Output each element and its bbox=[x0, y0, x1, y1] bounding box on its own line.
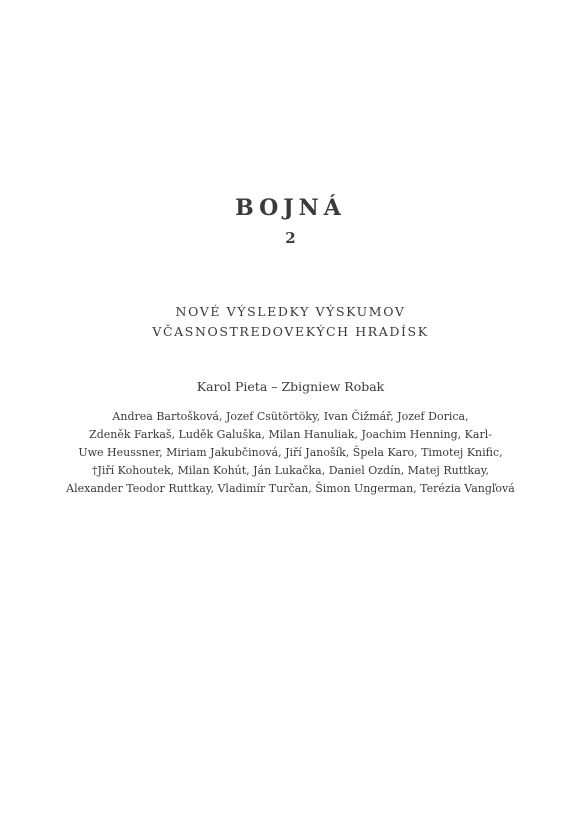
subtitle-line-2: VČASNOSTREDOVEKÝCH HRADÍSK bbox=[152, 324, 429, 339]
contributors-list bbox=[0, 408, 581, 498]
book-title: BOJNÁ bbox=[235, 195, 346, 221]
contributors-line: Alexander Teodor Ruttkay, Vladimír Turčan, Šimon Ungerman, Terézia Vangľová bbox=[66, 482, 515, 495]
volume-number: 2 bbox=[285, 229, 296, 247]
editors: Karol Pieta – Zbigniew Robak bbox=[196, 379, 385, 394]
book-subtitle bbox=[0, 302, 581, 342]
subtitle-line-1: NOVÉ VÝSLEDKY VÝSKUMOV bbox=[175, 304, 406, 319]
contributors-line: †Jiří Kohoutek, Milan Kohút, Ján Lukačka, Daniel Ozdín, Matej Ruttkay, bbox=[91, 464, 490, 477]
contributors-line: Uwe Heussner, Miriam Jakubčinová, Jiří Janošík, Špela Karo, Timotej Knific, bbox=[78, 446, 503, 459]
contributors-line: Andrea Bartošková, Jozef Csütörtöky, Ivan Čižmář, Jozef Dorica, bbox=[112, 410, 469, 423]
contributors-line: Zdeněk Farkaš, Luděk Galuška, Milan Hanuliak, Joachim Henning, Karl- bbox=[89, 428, 492, 441]
